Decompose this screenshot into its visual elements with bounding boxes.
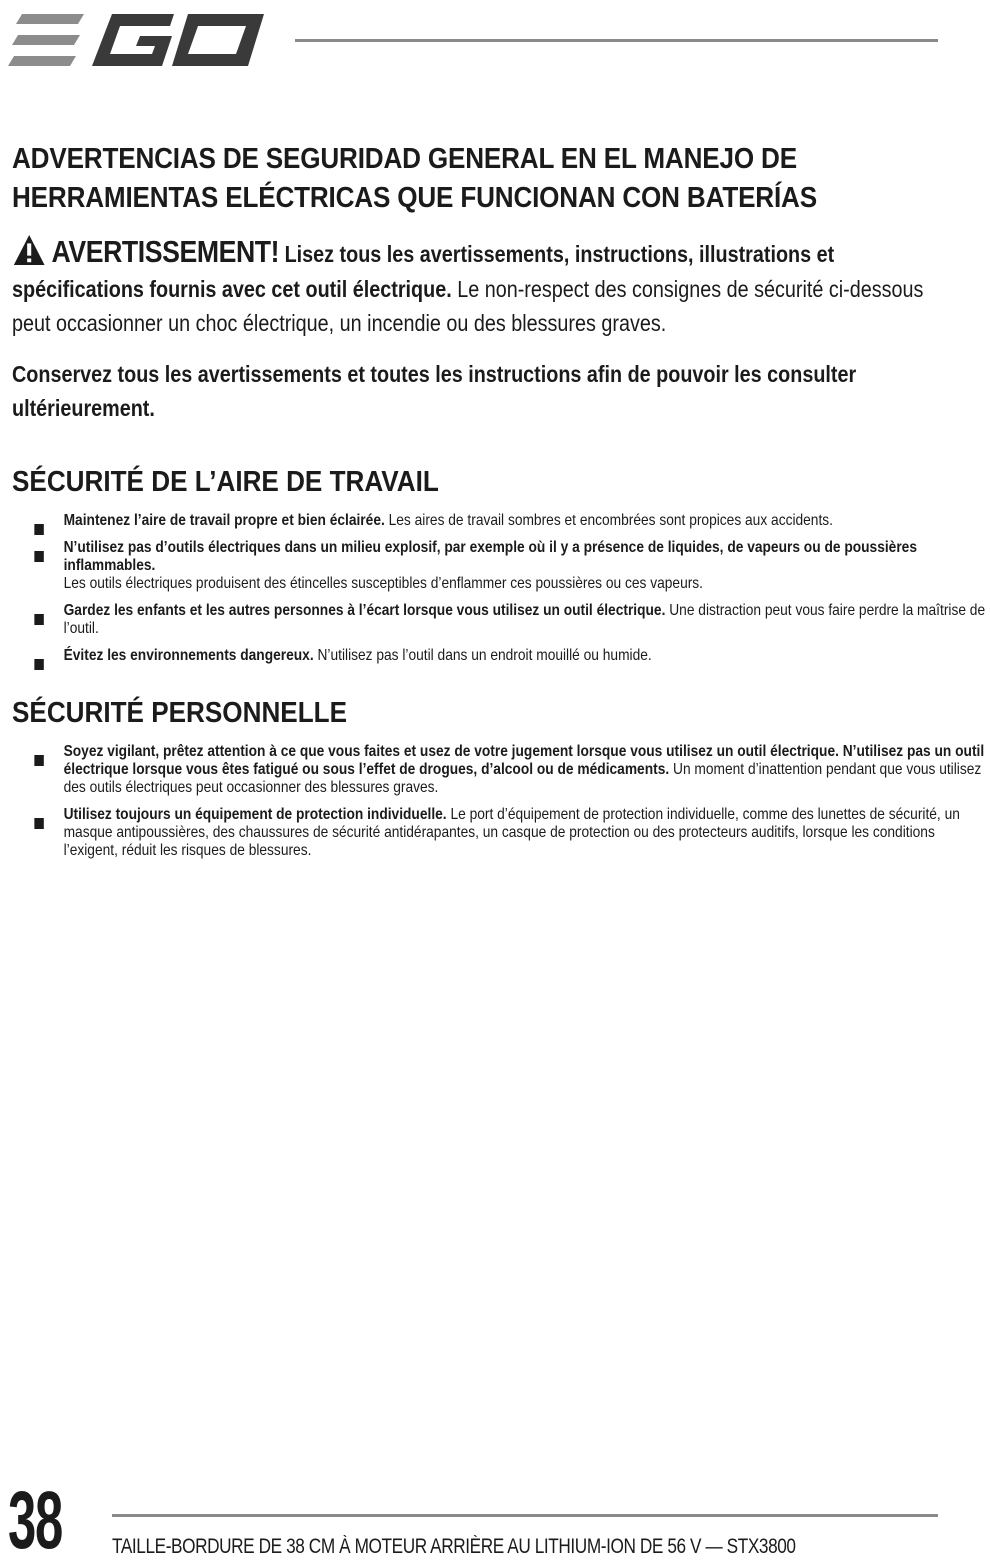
item-bold-text: Évitez les environnements dangereux. <box>63 646 314 664</box>
warning-paragraph <box>12 234 938 341</box>
warning-text: Le non-respect des consignes de sécurité ci-dessous peut occasionner un choc électrique, un incendie ou des blessures graves. <box>12 275 924 336</box>
list-item <box>12 539 990 593</box>
list-item <box>12 512 990 530</box>
bullet-icon <box>34 755 43 766</box>
bullet-icon <box>34 818 43 829</box>
personal-safety-list <box>12 742 985 860</box>
bullet-icon <box>34 659 43 670</box>
warning-bold-text: Lisez tous les avertissements, instructions, illustrations et spécifications fournis avec cet outil électrique. <box>12 241 835 302</box>
item-text: Le port d’équipement de protection individuelle, comme des lunettes de sécurité, un masque antipoussières, des chaussures de sécurité antidérapantes, un casque de protection ou des protecteurs auditifs, lorsque les conditions l’exigent, réduit les risques de blessures. <box>63 805 960 859</box>
page-number: 38 <box>8 1475 63 1566</box>
bullet-icon <box>34 524 43 535</box>
page-header <box>0 0 950 90</box>
item-bold-text: N’utilisez pas d’outils électriques dans un milieu explosif, par exemple où il y a présence de liquides, de vapeurs ou de poussières inflammables. <box>63 538 917 574</box>
item-bold-text: Utilisez toujours un équipement de protection individuelle. <box>63 805 447 823</box>
list-item <box>12 647 990 665</box>
page-title: ADVERTENCIAS DE SEGURIDAD GENERAL EN EL MANEJO DE HERRAMIENTAS ELÉCTRICAS QUE FUNCIONAN CON BATERÍAS <box>12 143 817 214</box>
item-bold-text: Maintenez l’aire de travail propre et bien éclairée. <box>63 511 385 529</box>
conserve-instructions: Conservez tous les avertissements et toutes les instructions afin de pouvoir les consulter ultérieurement. <box>12 360 857 421</box>
item-text: Un moment d’inattention pendant que vous utilisez des outils électriques peut occasionner des blessures graves. <box>63 760 982 796</box>
header-rule <box>295 39 938 42</box>
list-item <box>12 602 990 638</box>
page-content <box>12 140 986 869</box>
item-text: N’utilisez pas l’outil dans un endroit mouillé ou humide. <box>317 646 652 664</box>
footer-text: TAILLE-BORDURE DE 38 CM À MOTEUR ARRIÈRE AU LITHIUM-ION DE 56 V — STX3800 <box>112 1535 796 1558</box>
item-bold-text: Gardez les enfants et les autres personnes à l’écart lorsque vous utilisez un outil électrique. <box>63 601 666 619</box>
list-item <box>12 806 990 860</box>
warning-label: AVERTISSEMENT! <box>51 234 280 269</box>
item-bold-text: Soyez vigilant, prêtez attention à ce que vous faites et usez de votre jugement lorsque vous utilisez un outil électrique. N’utilisez pas un outil électrique lorsque vous êtes fatigué ou sous l’effet de drogues, d’alcool ou de médicaments. <box>63 742 985 778</box>
ego-logo <box>12 12 272 70</box>
bullet-icon <box>34 551 43 562</box>
list-item <box>12 743 990 797</box>
bullet-icon <box>34 614 43 625</box>
item-text: Une distraction peut vous faire perdre la maîtrise de l’outil. <box>63 601 986 637</box>
item-text: Les outils électriques produisent des étincelles susceptibles d’enflammer ces poussières ou ces vapeurs. <box>63 574 704 592</box>
section-heading-work-area: SÉCURITÉ DE L’AIRE DE TRAVAIL <box>12 465 439 498</box>
warning-triangle-icon <box>12 234 46 266</box>
item-text: Les aires de travail sombres et encombrées sont propices aux accidents. <box>388 511 833 529</box>
section-heading-personal-safety: SÉCURITÉ PERSONNELLE <box>12 696 347 729</box>
work-area-list <box>12 511 986 665</box>
footer-rule <box>112 1514 938 1517</box>
